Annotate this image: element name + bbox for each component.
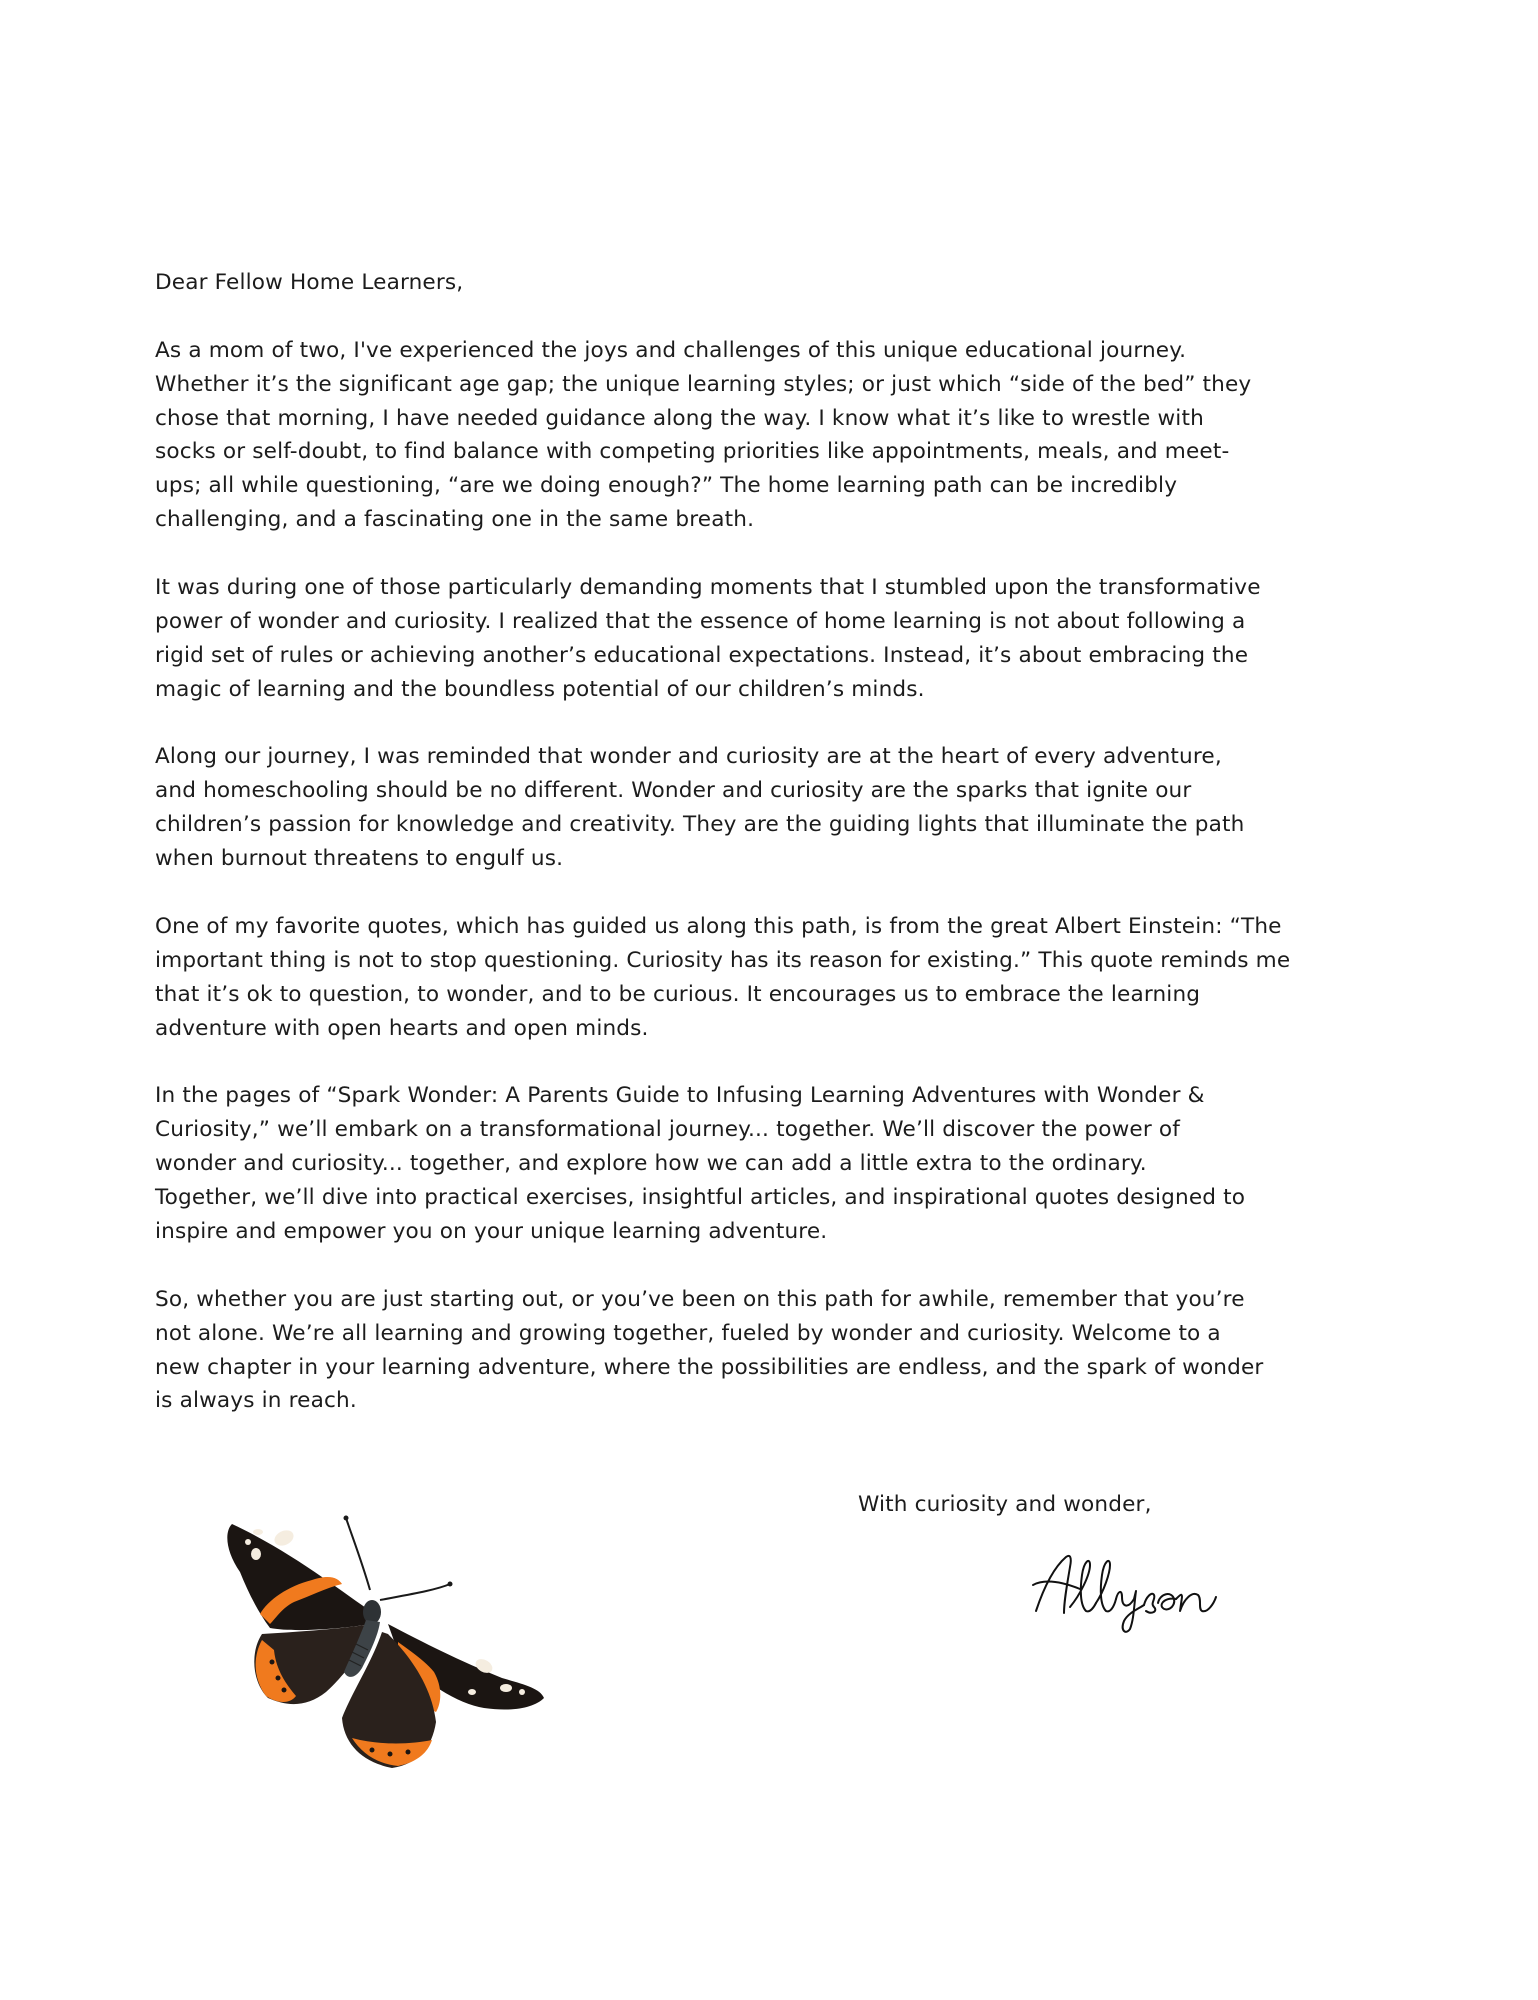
butterfly-icon xyxy=(222,1512,552,1774)
paragraph-line: One of my favorite quotes, which has guided us along this path, is from the great Albert Einstein: “The xyxy=(155,913,1282,939)
paragraph-line: when burnout threatens to engulf us. xyxy=(155,846,564,872)
blank-line xyxy=(155,300,1395,334)
paragraph-1 xyxy=(155,334,1395,537)
paragraph-6 xyxy=(155,1283,1395,1419)
paragraph-line: new chapter in your learning adventure, where the possibilities are endless, and the spark of wonder xyxy=(155,1354,1264,1380)
paragraph-line: inspire and empower you on your unique learning adventure. xyxy=(155,1218,828,1244)
paragraph-5 xyxy=(155,1079,1395,1248)
paragraph-line: It was during one of those particularly demanding moments that I stumbled upon the transformative xyxy=(155,575,1261,601)
closing-line: With curiosity and wonder, xyxy=(858,1492,1152,1517)
paragraph-line: So, whether you are just starting out, or you’ve been on this path for awhile, remember that you’re xyxy=(155,1286,1245,1312)
paragraph-line: that it’s ok to question, to wonder, and to be curious. It encourages us to embrace the learning xyxy=(155,981,1201,1007)
paragraph-line: socks or self-doubt, to find balance with competing priorities like appointments, meals, and meet- xyxy=(155,439,1230,465)
paragraph-line: Together, we’ll dive into practical exercises, insightful articles, and inspirational quotes designed to xyxy=(155,1185,1246,1211)
paragraph-line: Curiosity,” we’ll embark on a transformational journey... together. We’ll discover the power of xyxy=(155,1117,1181,1143)
paragraph-line: important thing is not to stop questioning. Curiosity has its reason for existing.” This quote reminds me xyxy=(155,947,1291,973)
paragraph-line: wonder and curiosity... together, and explore how we can add a little extra to the ordinary. xyxy=(155,1151,1147,1177)
salutation: Dear Fellow Home Learners, xyxy=(155,270,464,295)
paragraph-line: and homeschooling should be no different. Wonder and curiosity are the sparks that ignite our xyxy=(155,778,1192,804)
paragraph-line: adventure with open hearts and open minds. xyxy=(155,1015,649,1041)
paragraph-line: magic of learning and the boundless potential of our children’s minds. xyxy=(155,676,925,702)
paragraph-line: chose that morning, I have needed guidance along the way. I know what it’s like to wrestle with xyxy=(155,405,1204,431)
signature-allyson xyxy=(1030,1545,1220,1635)
paragraph-line: Along our journey, I was reminded that wonder and curiosity are at the heart of every adventure, xyxy=(155,744,1222,770)
paragraph-line: not alone. We’re all learning and growing together, fueled by wonder and curiosity. Welcome to a xyxy=(155,1320,1221,1346)
paragraph-line: rigid set of rules or achieving another’s educational expectations. Instead, it’s about embracing the xyxy=(155,642,1249,668)
paragraph-line: In the pages of “Spark Wonder: A Parents Guide to Infusing Learning Adventures with Wonder & xyxy=(155,1083,1205,1109)
paragraph-line: Whether it’s the significant age gap; the unique learning styles; or just which “side of the bed” they xyxy=(155,371,1252,397)
paragraph-line: ups; all while questioning, “are we doing enough?” The home learning path can be incredibly xyxy=(155,473,1178,499)
paragraph-3 xyxy=(155,740,1395,876)
paragraph-line: As a mom of two, I've experienced the joys and challenges of this unique educational journey. xyxy=(155,337,1187,363)
paragraph-2 xyxy=(155,571,1395,707)
paragraph-4 xyxy=(155,910,1395,1046)
paragraph-line: children’s passion for knowledge and creativity. They are the guiding lights that illuminate the path xyxy=(155,812,1245,838)
paragraph-line: is always in reach. xyxy=(155,1388,357,1414)
paragraph-line: challenging, and a fascinating one in the same breath. xyxy=(155,507,755,533)
paragraph-line: power of wonder and curiosity. I realized that the essence of home learning is not about following a xyxy=(155,608,1246,634)
letter-body xyxy=(155,266,1395,1452)
